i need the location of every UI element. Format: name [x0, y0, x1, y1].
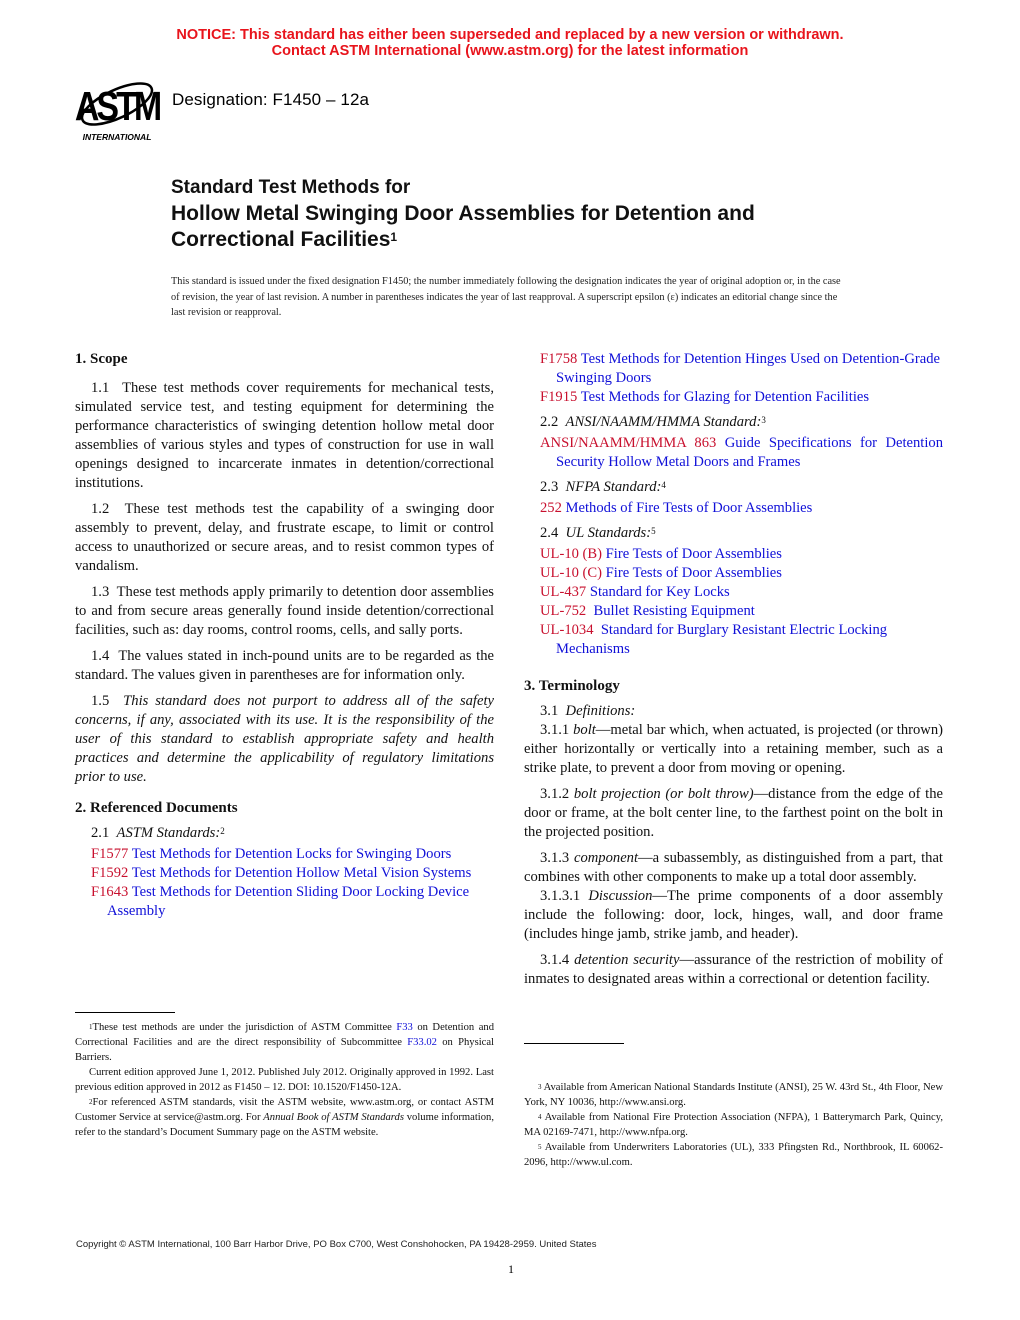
- ref-code[interactable]: ANSI/NAAMM/HMMA 863: [540, 435, 717, 451]
- footnote-mark: 2: [89, 1098, 93, 1106]
- footnote-2: [75, 1095, 494, 1140]
- para-num: 1.3: [91, 584, 110, 600]
- ref-f1915[interactable]: [524, 388, 943, 407]
- paragraph-1-5: [75, 692, 494, 787]
- copyright-line: Copyright © ASTM International, 100 Barr Harbor Drive, PO Box C700, West Conshohocken, PA 19428-2959. United States: [76, 1239, 597, 1250]
- footnote-text: For referenced ASTM standards, visit the ASTM website, www.astm.org, or contact ASTM Customer Service at service@astm.org. For: [75, 1097, 494, 1123]
- sub-num: 2.3: [540, 479, 559, 495]
- term: Discussion: [588, 888, 653, 904]
- ref-title[interactable]: Standard for Burglary Resistant Electric Locking Mechanisms: [556, 622, 888, 657]
- ref-code[interactable]: UL-10 (C): [540, 565, 603, 581]
- sub-label: ANSI/NAAMM/HMMA Standard:: [565, 414, 762, 430]
- footnote-1: [75, 1020, 494, 1065]
- footnote-text: Available from National Fire Protection Association (NFPA), 1 Batterymarch Park, Quincy, MA 02169-7471, http://www.nfpa.org.: [524, 1112, 943, 1138]
- para-text: Definitions:: [565, 703, 636, 719]
- footnote-mark: 1: [89, 1023, 93, 1031]
- term: detention security: [574, 952, 680, 968]
- section-heading-scope: 1. Scope: [75, 351, 128, 367]
- ref-hmma-863[interactable]: [524, 434, 943, 472]
- paragraph-1-2: [75, 500, 494, 576]
- footnote-mark: 3: [761, 415, 766, 425]
- sub-label: NFPA Standard:: [565, 479, 662, 495]
- section-heading-terminology: 3. Terminology: [524, 678, 620, 694]
- para-num: 1.4: [91, 648, 110, 664]
- ref-f1643[interactable]: [75, 883, 494, 921]
- astm-standards-label: [91, 824, 494, 843]
- ref-code[interactable]: F1915: [540, 389, 578, 405]
- astm-logo-icon: [72, 72, 162, 142]
- footnote-mark: 5: [651, 526, 656, 536]
- footnote-3: [524, 1080, 943, 1110]
- nfpa-standard-label: [540, 478, 943, 497]
- ref-title[interactable]: Bullet Resisting Equipment: [593, 603, 755, 619]
- ref-title[interactable]: Test Methods for Detention Sliding Door Locking Device Assembly: [107, 884, 470, 919]
- ref-title[interactable]: Test Methods for Glazing for Detention Facilities: [580, 389, 870, 405]
- left-column: [75, 350, 494, 921]
- footnote-mark: 5: [538, 1143, 542, 1151]
- footnotes-left: [75, 1020, 494, 1140]
- para-num: 1.5: [91, 693, 110, 709]
- paragraph-1-1: [75, 379, 494, 493]
- term-detention-security: [524, 951, 943, 989]
- definition: —assurance of the restriction of mobility of inmates to designated areas within a correctional or detention facility.: [524, 952, 943, 987]
- footnote-5: [524, 1140, 943, 1170]
- para-num: 1.2: [91, 501, 110, 517]
- para-num: 3.1: [540, 703, 559, 719]
- ref-code[interactable]: UL-10 (B): [540, 546, 603, 562]
- footnotes-right: [524, 1080, 943, 1170]
- footnote-mark: 4: [661, 480, 666, 490]
- ref-f1577[interactable]: [75, 845, 494, 864]
- footnote-mark: 4: [538, 1113, 542, 1121]
- footnote-divider-right: [524, 1043, 624, 1044]
- title-line-3: [171, 227, 755, 253]
- ref-code[interactable]: F1592: [91, 865, 129, 881]
- ref-ul-1034[interactable]: [524, 621, 943, 659]
- definition: —distance from the edge of the door or frame, at the bolt center line, to the farthest point on the bolt in the projected position.: [524, 786, 943, 840]
- paragraph-1-4: [75, 647, 494, 685]
- definition: —metal bar which, when actuated, is projected (or thrown) either horizontally or vertically into a retaining member, such as a strike plate, to prevent a door from moving or opening.: [524, 722, 944, 776]
- sub-num: 2.4: [540, 525, 559, 541]
- designation-intro: This standard is issued under the fixed designation F1450; the number immediately following the designation indicates the year of original adoption or, in the case of revision, the year of last revision. A number in parentheses indicates the year of last reapproval. A superscript epsilon (ε) indicates an editorial change since the last revision or reapproval.: [171, 276, 841, 318]
- paragraph-1-3: [75, 583, 494, 640]
- para-num: 3.1.1: [540, 722, 570, 738]
- term: bolt projection (or bolt throw): [573, 786, 754, 802]
- definition: —The prime components of a door assembly include the following: door, lock, hinges, wall, and door frame (includes hinge jamb, strike jamb, and header).: [524, 888, 944, 942]
- footnote-divider-left: [75, 1012, 175, 1013]
- term-bolt-projection: [524, 785, 943, 842]
- title-line-3-text: Correctional Facilities: [171, 228, 391, 251]
- ref-title[interactable]: Guide Specifications for Detention Security Hollow Metal Doors and Frames: [556, 435, 943, 470]
- section-heading-referenced-documents: 2. Referenced Documents: [75, 800, 238, 816]
- para-num: 3.1.4: [540, 952, 570, 968]
- edition-note: Current edition approved June 1, 2012. Published July 2012. Originally approved in 1992. Last previous edition approved in 2012 as F1450 – 12. DOI: 10.1520/F1450-12A.: [75, 1067, 494, 1093]
- footnote-text: Available from Underwriters Laboratories (UL), 333 Pfingsten Rd., Northbrook, IL 60062-2096, http://www.ul.com.: [524, 1142, 943, 1168]
- ref-nfpa-252[interactable]: [524, 499, 943, 518]
- term: bolt: [573, 722, 596, 738]
- ref-title[interactable]: Fire Tests of Door Assemblies: [605, 565, 782, 581]
- page-number: 1: [508, 1262, 514, 1276]
- designation: Designation: F1450 – 12a: [172, 90, 370, 109]
- para-num: 3.1.3.1: [540, 888, 581, 904]
- ref-code[interactable]: 252: [540, 500, 562, 516]
- para-num: 3.1.3: [540, 850, 570, 866]
- ref-code[interactable]: F1577: [91, 846, 129, 862]
- definition: —a subassembly, as distinguished from a part, that combines with other components to make up a total door assembly.: [524, 850, 943, 885]
- footnote-text: volume information, refer to the standard’s Document Summary page on the ASTM website.: [75, 1112, 494, 1138]
- term-bolt: [524, 721, 943, 778]
- ref-title[interactable]: Test Methods for Detention Hinges Used on Detention-Grade Swinging Doors: [556, 351, 940, 386]
- notice-line-1: NOTICE: This standard has either been superseded and replaced by a new version or withdrawn.: [176, 27, 844, 43]
- ref-title[interactable]: Fire Tests of Door Assemblies: [605, 546, 782, 562]
- footnote-text: on Detention and Correctional Facilities and are the direct responsibility of Subcommittee: [75, 1022, 494, 1048]
- subcommittee-f33-02-link[interactable]: F33.02: [407, 1037, 437, 1048]
- para-text: The values stated in inch-pound units are to be regarded as the standard. The values given in parentheses are for information only.: [75, 648, 494, 683]
- ref-code[interactable]: F1758: [540, 351, 578, 367]
- footnote-text: Available from American National Standards Institute (ANSI), 25 W. 43rd St., 4th Floor, New York, NY 10036, http://www.ansi.org.: [524, 1082, 943, 1108]
- ref-code[interactable]: F1643: [91, 884, 129, 900]
- definitions-label: [524, 702, 943, 721]
- svg-text:ASTM: ASTM: [74, 83, 160, 129]
- para-text: These test methods apply primarily to detention door assemblies to and from secure areas generally found inside detention/correctional facilities, such as: day rooms, control rooms, cells, and sally ports.: [75, 584, 494, 638]
- para-text: This standard does not purport to address all of the safety concerns, if any, associated with its use. It is the responsibility of the user of this standard to establish appropriate safety and health practices and determine the applicability of regulatory limitations prior to use.: [75, 693, 494, 785]
- ref-title[interactable]: Test Methods for Detention Locks for Swinging Doors: [131, 846, 452, 862]
- ref-code[interactable]: UL-752: [540, 603, 587, 619]
- term: component: [573, 850, 639, 866]
- para-num: 1.1: [91, 380, 110, 396]
- footnote-text: on Physical Barriers.: [75, 1037, 494, 1063]
- para-text: These test methods cover requirements for mechanical tests, simulated service test, and testing equipment for determining the performance characteristics of swinging detention hollow metal door assemblies of various styles and types of construction for use in wall openings designed to incarcerate inmates in detention/correctional institutions.: [75, 380, 494, 491]
- committee-f33-link[interactable]: F33: [396, 1022, 413, 1033]
- sub-num: 2.1: [91, 825, 110, 841]
- svg-text:INTERNATIONAL: INTERNATIONAL: [82, 132, 152, 142]
- footnote-text: These test methods are under the jurisdiction of ASTM Committee: [92, 1022, 397, 1033]
- ref-title[interactable]: Test Methods for Detention Hollow Metal Vision Systems: [131, 865, 472, 881]
- sub-num: 2.2: [540, 414, 559, 430]
- footnote-4: [524, 1110, 943, 1140]
- right-column: [524, 350, 943, 996]
- term-component-discussion: [524, 887, 943, 944]
- title-footnote-mark: 1: [390, 230, 398, 244]
- footnote-mark: 2: [220, 826, 225, 836]
- notice-line-2: Contact ASTM International (www.astm.org) for the latest information: [271, 43, 749, 59]
- para-text: These test methods test the capability of a swinging door assembly to prevent, delay, and frustrate escape, to limit or control access to unauthorized or secure areas, and to resist common types of vandalism.: [75, 501, 494, 574]
- ref-title[interactable]: Standard for Key Locks: [589, 584, 730, 600]
- ref-f1758[interactable]: [524, 350, 943, 388]
- ref-f1592[interactable]: [75, 864, 494, 883]
- supersession-notice: [0, 27, 1020, 59]
- para-num: 3.1.2: [540, 786, 570, 802]
- ansi-standard-label: [540, 413, 943, 432]
- ul-standards-label: [540, 524, 943, 543]
- ref-ul-437[interactable]: [524, 583, 943, 602]
- document-title: [171, 175, 755, 253]
- title-line-2: Hollow Metal Swinging Door Assemblies for Detention and: [171, 202, 755, 225]
- astm-logo: [72, 72, 162, 142]
- title-line-1: Standard Test Methods for: [171, 177, 411, 198]
- ref-code[interactable]: UL-1034: [540, 622, 594, 638]
- ref-ul-752[interactable]: [524, 602, 943, 621]
- sub-label: ASTM Standards:: [116, 825, 221, 841]
- ref-title[interactable]: Methods of Fire Tests of Door Assemblies: [565, 500, 813, 516]
- footnote-mark: 3: [538, 1083, 542, 1091]
- ref-ul-10b[interactable]: [524, 545, 943, 564]
- footnote-italic: Annual Book of ASTM Standards: [263, 1112, 404, 1123]
- ref-code[interactable]: UL-437: [540, 584, 587, 600]
- ref-ul-10c[interactable]: [524, 564, 943, 583]
- term-component: [524, 849, 943, 887]
- sub-label: UL Standards:: [565, 525, 652, 541]
